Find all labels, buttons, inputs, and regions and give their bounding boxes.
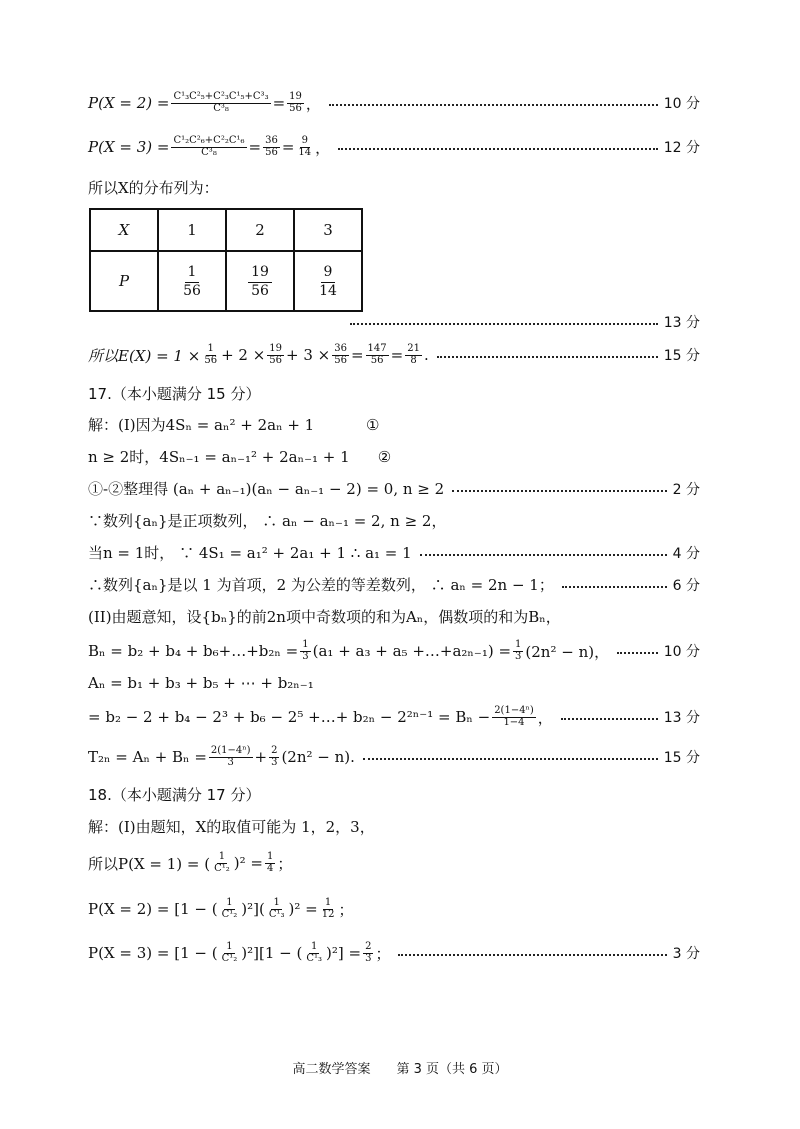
- answer-line: ①-②整理得 (aₙ + aₙ₋₁)(aₙ − aₙ₋₁ − 2) = 0, n ≥ 2 2 分: [88, 480, 700, 498]
- answer-line: 解：(I)因为4Sₙ = aₙ² + 2aₙ + 1 ①: [88, 415, 380, 434]
- table-cell: $\frac{9}{14}$: [294, 251, 362, 311]
- leader-dots: [617, 652, 658, 654]
- leader-dots: [561, 718, 658, 720]
- score-mark: 15 分: [663, 348, 700, 364]
- leader-dots: [350, 323, 658, 325]
- table-cell: $\frac{1}{56}$: [158, 251, 226, 311]
- leader-dots: [398, 954, 666, 956]
- table-cell: P: [90, 251, 158, 311]
- page-footer: 高二数学答案 第 3 页（共 6 页）: [292, 1062, 508, 1077]
- table-cell: $\frac{19}{56}$: [226, 251, 294, 311]
- problem-17-heading: 17.（本小题满分 15 分）: [88, 385, 261, 403]
- answer-line: ∴数列{aₙ}是以 1 为首项，2 为公差的等差数列， ∴ aₙ = 2n − 1； 6 分: [88, 576, 700, 594]
- score-mark: 2 分: [672, 481, 700, 498]
- score-mark: 4 分: [672, 545, 700, 562]
- answer-line: T₂ₙ = Aₙ + Bₙ = $\frac{\text{2(1−4ⁿ)}}{3}$ + $\frac{2}{3}$ (2n² − n). 15 分: [88, 745, 700, 768]
- leader-dots: [420, 554, 667, 556]
- score-mark: 15 分: [663, 750, 700, 766]
- answer-line: P(X = 2) = [1 − ( $\frac{1}{\text{C¹₂}}$ )²]( $\frac{1}{\text{C¹₃}}$ )² = $\frac{1}{12}$ ；: [88, 897, 354, 920]
- leader-dots: [329, 104, 658, 106]
- answer-line: Aₙ = b₁ + b₃ + b₅ + ⋯ + b₂ₙ₋₁: [88, 674, 314, 692]
- answer-line: ∵数列{aₙ}是正项数列， ∴ aₙ − aₙ₋₁ = 2, n ≥ 2，: [88, 512, 447, 530]
- score-mark: 12 分: [663, 140, 700, 156]
- table-header-cell: 3: [294, 209, 362, 251]
- answer-line: 所以P(X = 1) = ( $\frac{1}{\text{C¹₂}}$ )² = $\frac{1}{4}$ ；: [88, 851, 293, 874]
- answer-line-expectation: 所以E(X) = 1 × $\frac{1}{56}$ + 2 × $\frac{19}{56}$ + 3 × $\frac{36}{56}$ = $\frac{147}{56}$ = $\frac{21}{8}$ . 15 分: [88, 343, 700, 366]
- answer-line: 解：(I)由题知，X的取值可能为 1，2，3，: [88, 818, 375, 836]
- answer-line-p-x3: P(X = 3) = $\frac{\text{C¹₂C²₆+C²₂C¹₆}}{\text{C³₈}}$ = $\frac{36}{56}$ = $\frac{9}{14}$ ， 12 分: [88, 135, 700, 158]
- fraction: $\frac{9}{14}$: [298, 135, 312, 158]
- answer-line: 当n = 1时， ∵ 4S₁ = a₁² + 2a₁ + 1 ∴ a₁ = 1 4 分: [88, 544, 700, 562]
- table-header-cell: X: [90, 209, 158, 251]
- score-mark: 6 分: [672, 577, 700, 594]
- distribution-table: [89, 208, 363, 312]
- leader-dots: [562, 586, 667, 588]
- distribution-intro: 所以X的分布列为：: [88, 179, 219, 197]
- fraction: $\frac{\text{C¹₂C²₆+C²₂C¹₆}}{\text{C³₈}}$: [173, 135, 245, 158]
- answer-line-p-x2: P(X = 2) = $\frac{\text{C¹₃C²₅+C²₃C¹₅+C³₃}}{\text{C³₈}}$ = $\frac{19}{56}$ ， 10 分: [88, 91, 700, 114]
- answer-line: (II)由题意知，设{bₙ}的前2n项中奇数项的和为Aₙ，偶数项的和为Bₙ，: [88, 608, 561, 626]
- fraction: $\frac{19}{56}$: [289, 91, 302, 114]
- table-header-cell: 1: [158, 209, 226, 251]
- leader-dots: [363, 758, 658, 760]
- leader-dots: [452, 490, 666, 492]
- table-header-cell: 2: [226, 209, 294, 251]
- problem-18-heading: 18.（本小题满分 17 分）: [88, 786, 261, 804]
- answer-line: n ≥ 2时，4Sₙ₋₁ = aₙ₋₁² + 2aₙ₋₁ + 1 ②: [88, 447, 392, 466]
- answer-line: P(X = 3) = [1 − ( $\frac{1}{\text{C¹₂}}$ )²][1 − ( $\frac{1}{\text{C¹₃}}$ )²] = $\frac{2}{3}$ ； 3 分: [88, 941, 700, 964]
- leader-dots: [437, 356, 658, 358]
- answer-line: = b₂ − 2 + b₄ − 2³ + b₆ − 2⁵ +…+ b₂ₙ − 2²ⁿ⁻¹ = Bₙ − $\frac{\text{2(1−4ⁿ)}}{1-4}$ ， 13 分: [88, 705, 700, 728]
- leader-dots: [338, 148, 658, 150]
- answer-line: Bₙ = b₂ + b₄ + b₆+…+b₂ₙ = $\frac{1}{3}$ (a₁ + a₃ + a₅ +…+a₂ₙ₋₁) = $\frac{1}{3}$ (2n² − n)， 10 分: [88, 639, 700, 662]
- table-row: [90, 251, 362, 311]
- score-mark: 13 分: [663, 315, 700, 331]
- score-line-13: [350, 312, 700, 332]
- score-mark: 10 分: [663, 644, 700, 660]
- fraction: $\frac{36}{56}$: [265, 135, 278, 158]
- table-row: [90, 209, 362, 251]
- score-mark: 3 分: [672, 946, 700, 962]
- score-mark: 13 分: [663, 710, 700, 726]
- score-mark: 10 分: [663, 96, 700, 112]
- fraction: $\frac{\text{C¹₃C²₅+C²₃C¹₅+C³₃}}{\text{C³₈}}$: [173, 91, 269, 114]
